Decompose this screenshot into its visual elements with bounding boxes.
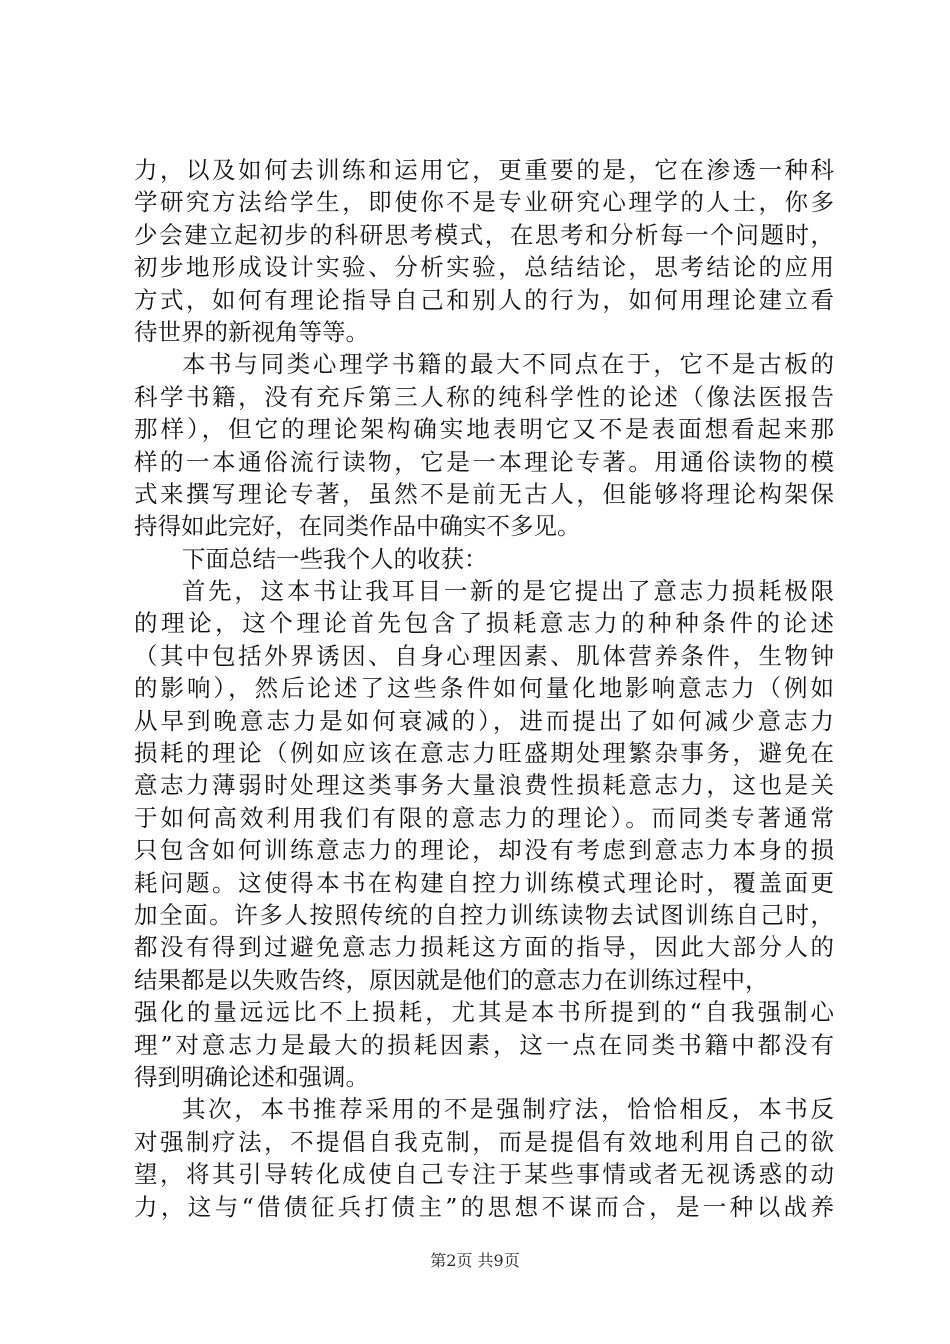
text-line: 待世界的新视角等等。: [134, 317, 369, 346]
text-line: 理”对意志力是最大的损耗因素，这一点在同类书籍中都没有: [134, 1030, 834, 1059]
text-line: 学研究方法给学生，即使你不是专业研究心理学的人士，你多: [134, 188, 834, 217]
text-line: 都没有得到过避免意志力损耗这方面的指导，因此大部分人的: [134, 933, 834, 962]
text-line: 从早到晚意志力是如何衰减的），进而提出了如何减少意志力: [134, 706, 834, 735]
text-line: 意志力薄弱时处理这类事务大量浪费性损耗意志力，这也是关: [134, 771, 834, 800]
text-line: 对强制疗法，不提倡自我克制，而是提倡有效地利用自己的欲: [134, 1127, 834, 1156]
text-line: 的影响），然后论述了这些条件如何量化地影响意志力（例如: [134, 674, 834, 703]
text-line: 持得如此完好，在同类作品中确实不多见。: [134, 512, 581, 541]
text-line: 只包含如何训练意志力的理论，却没有考虑到意志力本身的损: [134, 836, 834, 865]
text-line: 力，这与“借债征兵打债主”的思想不谋而合，是一种以战养: [134, 1192, 834, 1221]
text-line: 耗问题。这使得本书在构建自控力训练模式理论时，覆盖面更: [134, 868, 834, 897]
text-line: 下面总结一些我个人的收获：: [182, 544, 488, 573]
text-line: 得到明确论述和强调。: [134, 1062, 369, 1091]
text-line: 结果都是以失败告终，原因就是他们的意志力在训练过程中，: [134, 965, 769, 994]
text-line: 强化的量远远比不上损耗，尤其是本书所提到的“自我强制心: [134, 998, 834, 1027]
text-line: 其次，本书推荐采用的不是强制疗法，恰恰相反，本书反: [182, 1095, 834, 1124]
text-line: 那样），但它的理论架构确实地表明它又不是表面想看起来那: [134, 415, 834, 444]
text-line: 于如何高效利用我们有限的意志力的理论）。而同类专著通常: [134, 803, 834, 832]
text-line: 首先，这本书让我耳目一新的是它提出了意志力损耗极限: [182, 577, 834, 606]
text-line: 科学书籍，没有充斥第三人称的纯科学性的论述（像法医报告: [134, 382, 834, 411]
text-line: 少会建立起初步的科研思考模式，在思考和分析每一个问题时，: [134, 220, 834, 249]
text-line: 的理论，这个理论首先包含了损耗意志力的种种条件的论述: [134, 609, 834, 638]
text-line: 样的一本通俗流行读物，它是一本理论专著。用通俗读物的模: [134, 447, 834, 476]
body-text: [134, 154, 834, 1223]
text-line: 损耗的理论（例如应该在意志力旺盛期处理繁杂事务，避免在: [134, 739, 834, 768]
text-line: 式来撰写理论专著，虽然不是前无古人，但能够将理论构架保: [134, 479, 834, 508]
text-line: 加全面。许多人按照传统的自控力训练读物去试图训练自己时，: [134, 900, 834, 929]
text-line: 力，以及如何去训练和运用它，更重要的是，它在渗透一种科: [134, 156, 834, 184]
text-line: 方式，如何有理论指导自己和别人的行为，如何用理论建立看: [134, 285, 834, 314]
text-line: （其中包括外界诱因、自身心理因素、肌体营养条件，生物钟: [134, 641, 834, 670]
text-line: 初步地形成设计实验、分析实验，总结结论，思考结论的应用: [134, 253, 834, 282]
text-line: 本书与同类心理学书籍的最大不同点在于，它不是古板的: [182, 350, 834, 379]
text-line: 望，将其引导转化成使自己专注于某些事情或者无视诱惑的动: [134, 1160, 834, 1189]
page-number-footer: 第2页 共9页: [430, 1251, 520, 1270]
